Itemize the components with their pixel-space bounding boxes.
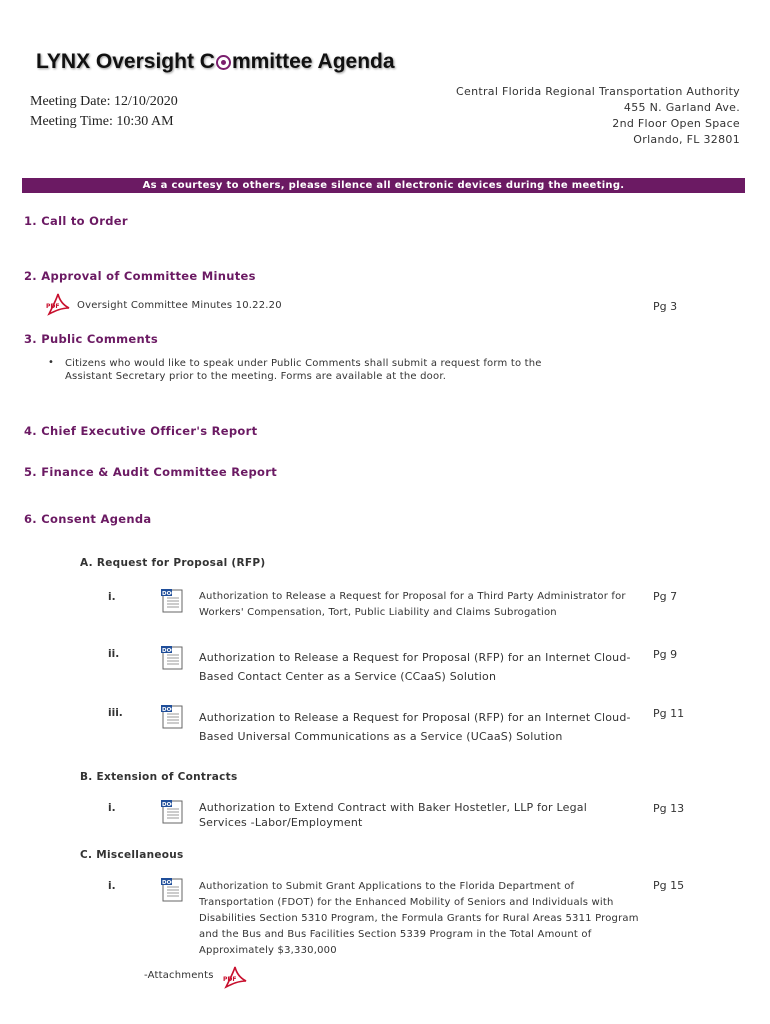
bullet-icon: • <box>48 357 55 368</box>
item-line: Authorization to Release a Request for Proposal (RFP) for an Internet Cloud- <box>199 711 631 724</box>
svg-text:DOC: DOC <box>162 880 176 886</box>
note-line: Citizens who would like to speak under Public Comments shall submit a request form to the <box>65 358 542 369</box>
address-line: Central Florida Regional Transportation Authority <box>456 85 740 98</box>
word-document-icon[interactable] <box>160 587 184 613</box>
item-number: iii. <box>108 707 123 719</box>
title-part-1: LYNX Oversight C <box>36 50 215 73</box>
svg-text:DOC: DOC <box>162 591 176 597</box>
note-line: Assistant Secretary prior to the meeting. Forms are available at the door. <box>65 371 447 382</box>
item-line: Authorization to Release a Request for Proposal (RFP) for an Internet Cloud- <box>199 651 631 664</box>
minutes-link[interactable]: Oversight Committee Minutes 10.22.20 <box>77 300 282 311</box>
item-number: i. <box>108 591 116 603</box>
public-comments-note <box>65 357 542 383</box>
item-number: i. <box>108 880 116 892</box>
svg-text:DOC: DOC <box>162 802 176 808</box>
meeting-info <box>30 92 178 132</box>
title-part-2: mmittee Agenda <box>231 50 395 73</box>
item-line: Workers' Compensation, Tort, Public Liability and Claims Subrogation <box>199 607 557 618</box>
item-line: Approximately $3,330,000 <box>199 945 337 956</box>
meeting-time: Meeting Time: 10:30 AM <box>30 114 174 129</box>
agenda-item-text <box>199 708 631 746</box>
address-line: 455 N. Garland Ave. <box>623 101 740 114</box>
subsection-miscellaneous: C. Miscellaneous <box>80 849 184 861</box>
item-line: Services -Labor/Employment <box>199 816 363 829</box>
address-line: Orlando, FL 32801 <box>633 133 740 146</box>
courtesy-banner: As a courtesy to others, please silence all electronic devices during the meeting. <box>22 178 745 193</box>
section-approval-minutes: 2. Approval of Committee Minutes <box>24 269 256 283</box>
item-number: i. <box>108 802 116 814</box>
address-line: 2nd Floor Open Space <box>612 117 740 130</box>
address-block <box>456 84 740 148</box>
subsection-rfp: A. Request for Proposal (RFP) <box>80 557 266 569</box>
page-ref: Pg 13 <box>653 802 685 815</box>
pdf-file-icon[interactable] <box>45 292 71 318</box>
agenda-item-text <box>199 879 639 959</box>
section-public-comments: 3. Public Comments <box>24 332 158 346</box>
svg-text:PDF: PDF <box>46 303 60 310</box>
lynx-logo-icon <box>216 55 231 70</box>
attachments-label: -Attachments <box>144 970 214 981</box>
agenda-title <box>36 50 395 74</box>
page-ref: Pg 7 <box>653 590 678 603</box>
agenda-item-text <box>199 589 626 621</box>
word-document-icon[interactable] <box>160 876 184 902</box>
item-line: Disabilities Section 5310 Program, the Formula Grants for Rural Areas 5311 Program <box>199 913 639 924</box>
section-call-to-order: 1. Call to Order <box>24 214 128 228</box>
page-ref: Pg 3 <box>653 300 678 313</box>
svg-text:PDF: PDF <box>223 976 237 983</box>
page-ref: Pg 9 <box>653 648 678 661</box>
item-line: Authorization to Release a Request for Proposal for a Third Party Administrator for <box>199 591 626 602</box>
item-line: Based Contact Center as a Service (CCaaS) Solution <box>199 670 497 683</box>
section-finance-audit: 5. Finance & Audit Committee Report <box>24 465 278 479</box>
subsection-extension: B. Extension of Contracts <box>80 771 238 783</box>
section-ceo-report: 4. Chief Executive Officer's Report <box>24 424 258 438</box>
meeting-date: Meeting Date: 12/10/2020 <box>30 94 178 109</box>
agenda-item-text <box>199 648 631 686</box>
section-consent-agenda: 6. Consent Agenda <box>24 512 152 526</box>
item-line: Authorization to Extend Contract with Baker Hostetler, LLP for Legal <box>199 801 587 814</box>
pdf-file-icon[interactable] <box>222 964 248 992</box>
svg-text:DOC: DOC <box>162 648 176 654</box>
word-document-icon[interactable] <box>160 798 184 824</box>
item-line: and the Bus and Bus Facilities Section 5339 Program in the Total Amount of <box>199 929 592 940</box>
item-line: Based Universal Communications as a Service (UCaaS) Solution <box>199 730 563 743</box>
page-ref: Pg 11 <box>653 707 685 720</box>
svg-text:DOC: DOC <box>162 707 176 713</box>
page-ref: Pg 15 <box>653 879 685 892</box>
item-line: Transportation (FDOT) for the Enhanced Mobility of Seniors and Individuals with <box>199 897 614 908</box>
item-number: ii. <box>108 648 120 660</box>
item-line: Authorization to Submit Grant Applications to the Florida Department of <box>199 881 575 892</box>
word-document-icon[interactable] <box>160 703 184 729</box>
word-document-icon[interactable] <box>160 644 184 670</box>
agenda-item-text <box>199 800 587 830</box>
